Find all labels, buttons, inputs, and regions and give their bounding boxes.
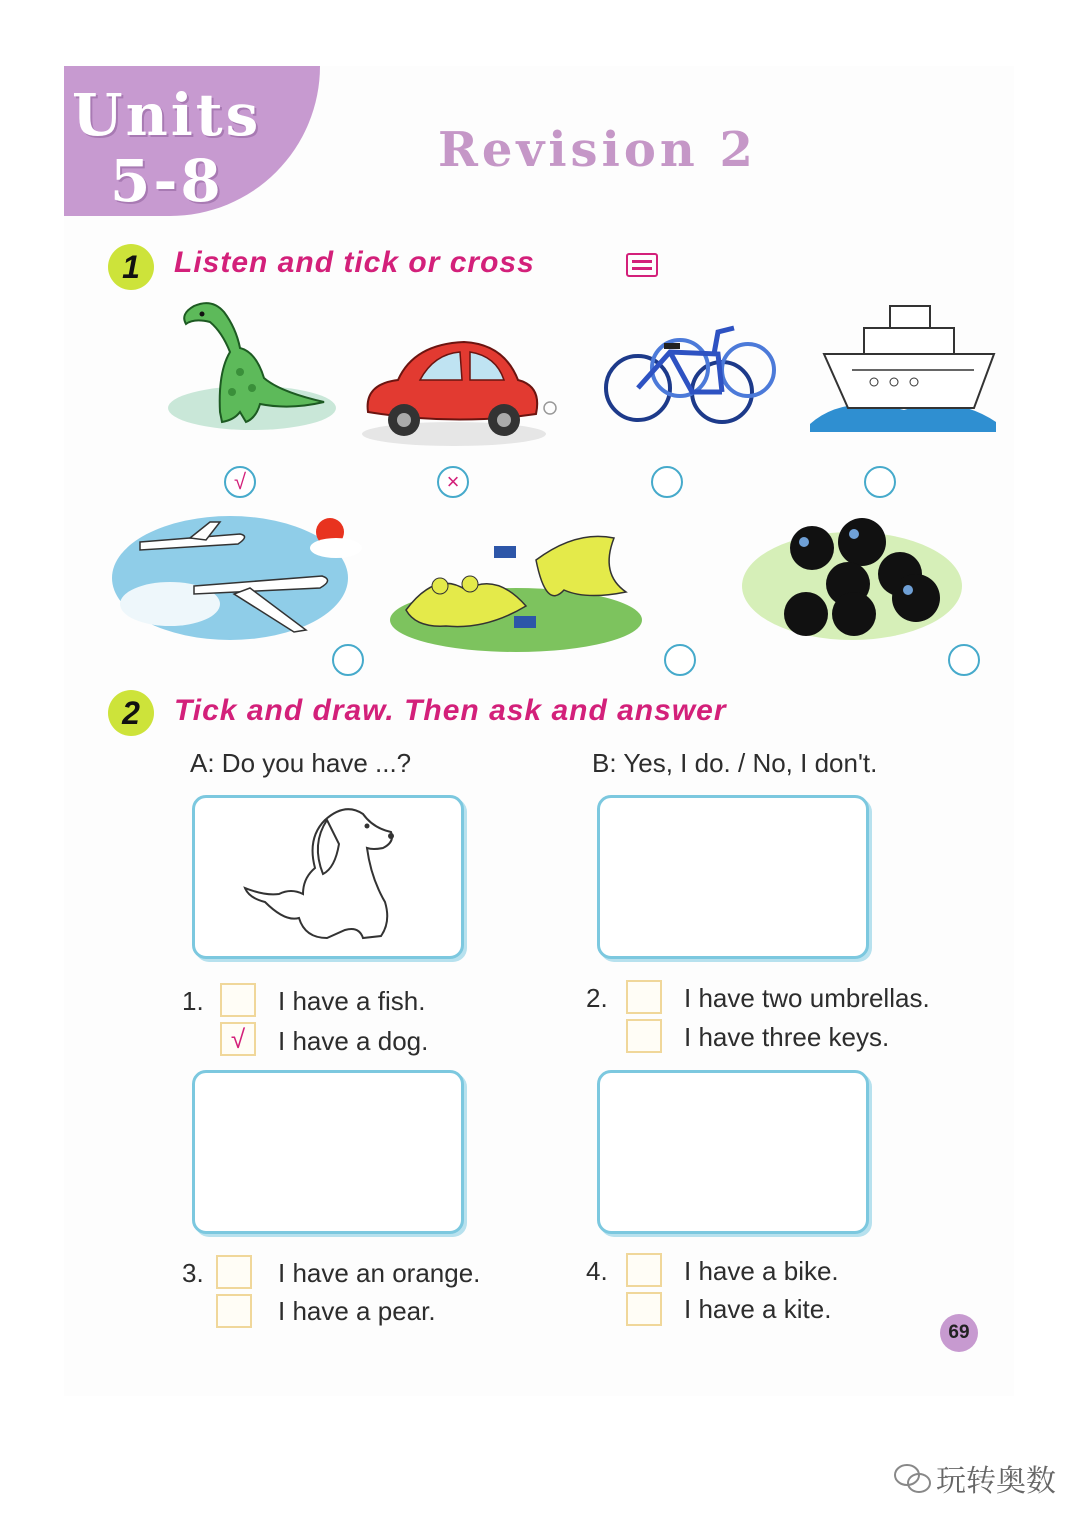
question-4-number: 4.: [586, 1256, 608, 1286]
unit-label: [72, 82, 282, 214]
question-1-checkbox-b[interactable]: √: [220, 1022, 256, 1056]
question-1-option-b: I have a dog.: [278, 1026, 429, 1056]
car-picture: [354, 330, 564, 448]
planes-picture: [110, 508, 364, 644]
section-2-title: Tick and draw. Then ask and answer: [174, 694, 727, 727]
draw-box-4[interactable]: [597, 1070, 869, 1234]
question-3-option-b: I have a pear.: [278, 1296, 436, 1326]
dog-picture: [195, 798, 461, 956]
ship-picture: [804, 298, 1000, 432]
answer-circle-car[interactable]: ×: [437, 466, 469, 498]
question-2-option-a: I have two umbrellas.: [684, 983, 930, 1013]
unit-label-line2: 5-8: [110, 147, 224, 215]
page-title: Revision 2: [438, 122, 757, 178]
dinosaur-picture: [160, 292, 340, 442]
answer-circle-dinosaur[interactable]: √: [224, 466, 256, 498]
page-number: 69: [940, 1314, 978, 1352]
question-2-number: 2.: [586, 983, 608, 1013]
unit-label-line1: Units: [72, 81, 262, 149]
answer-circle-planes[interactable]: [332, 644, 364, 676]
question-2-option-b: I have three keys.: [684, 1022, 890, 1052]
question-3-checkbox-a[interactable]: [216, 1255, 252, 1289]
answer-circle-balls[interactable]: [948, 644, 980, 676]
answer-circle-kites[interactable]: [664, 644, 696, 676]
question-1-checkbox-a[interactable]: [220, 983, 256, 1017]
question-4-option-a: I have a bike.: [684, 1256, 839, 1286]
prompt-b: B: Yes, I do. / No, I don't.: [592, 748, 878, 778]
kites-picture: [386, 520, 646, 656]
question-1-option-a: I have a fish.: [278, 986, 426, 1016]
question-4-checkbox-b[interactable]: [626, 1292, 662, 1326]
question-4-option-b: I have a kite.: [684, 1294, 832, 1324]
bikes-picture: [594, 296, 784, 428]
question-2-checkbox-b[interactable]: [626, 1019, 662, 1053]
answer-circle-ship[interactable]: [864, 466, 896, 498]
draw-box-1[interactable]: [192, 795, 464, 959]
question-3-number: 3.: [182, 1258, 204, 1288]
question-4-checkbox-a[interactable]: [626, 1253, 662, 1287]
question-1-number: 1.: [182, 986, 204, 1016]
draw-box-2[interactable]: [597, 795, 869, 959]
watermark-text: 玩转奥数: [936, 1464, 1056, 1499]
section-2-number: 2: [108, 690, 154, 736]
balls-picture: [740, 514, 962, 644]
question-2-checkbox-a[interactable]: [626, 980, 662, 1014]
question-3-option-a: I have an orange.: [278, 1258, 481, 1288]
section-1-title: Listen and tick or cross: [174, 246, 535, 279]
prompt-a: A: Do you have ...?: [190, 748, 412, 778]
question-3-checkbox-b[interactable]: [216, 1294, 252, 1328]
draw-box-3[interactable]: [192, 1070, 464, 1234]
section-1-number: 1: [108, 244, 154, 290]
answer-circle-bikes[interactable]: [651, 466, 683, 498]
chat-bubble-icon: [893, 1462, 933, 1496]
tape-icon: [626, 253, 658, 277]
